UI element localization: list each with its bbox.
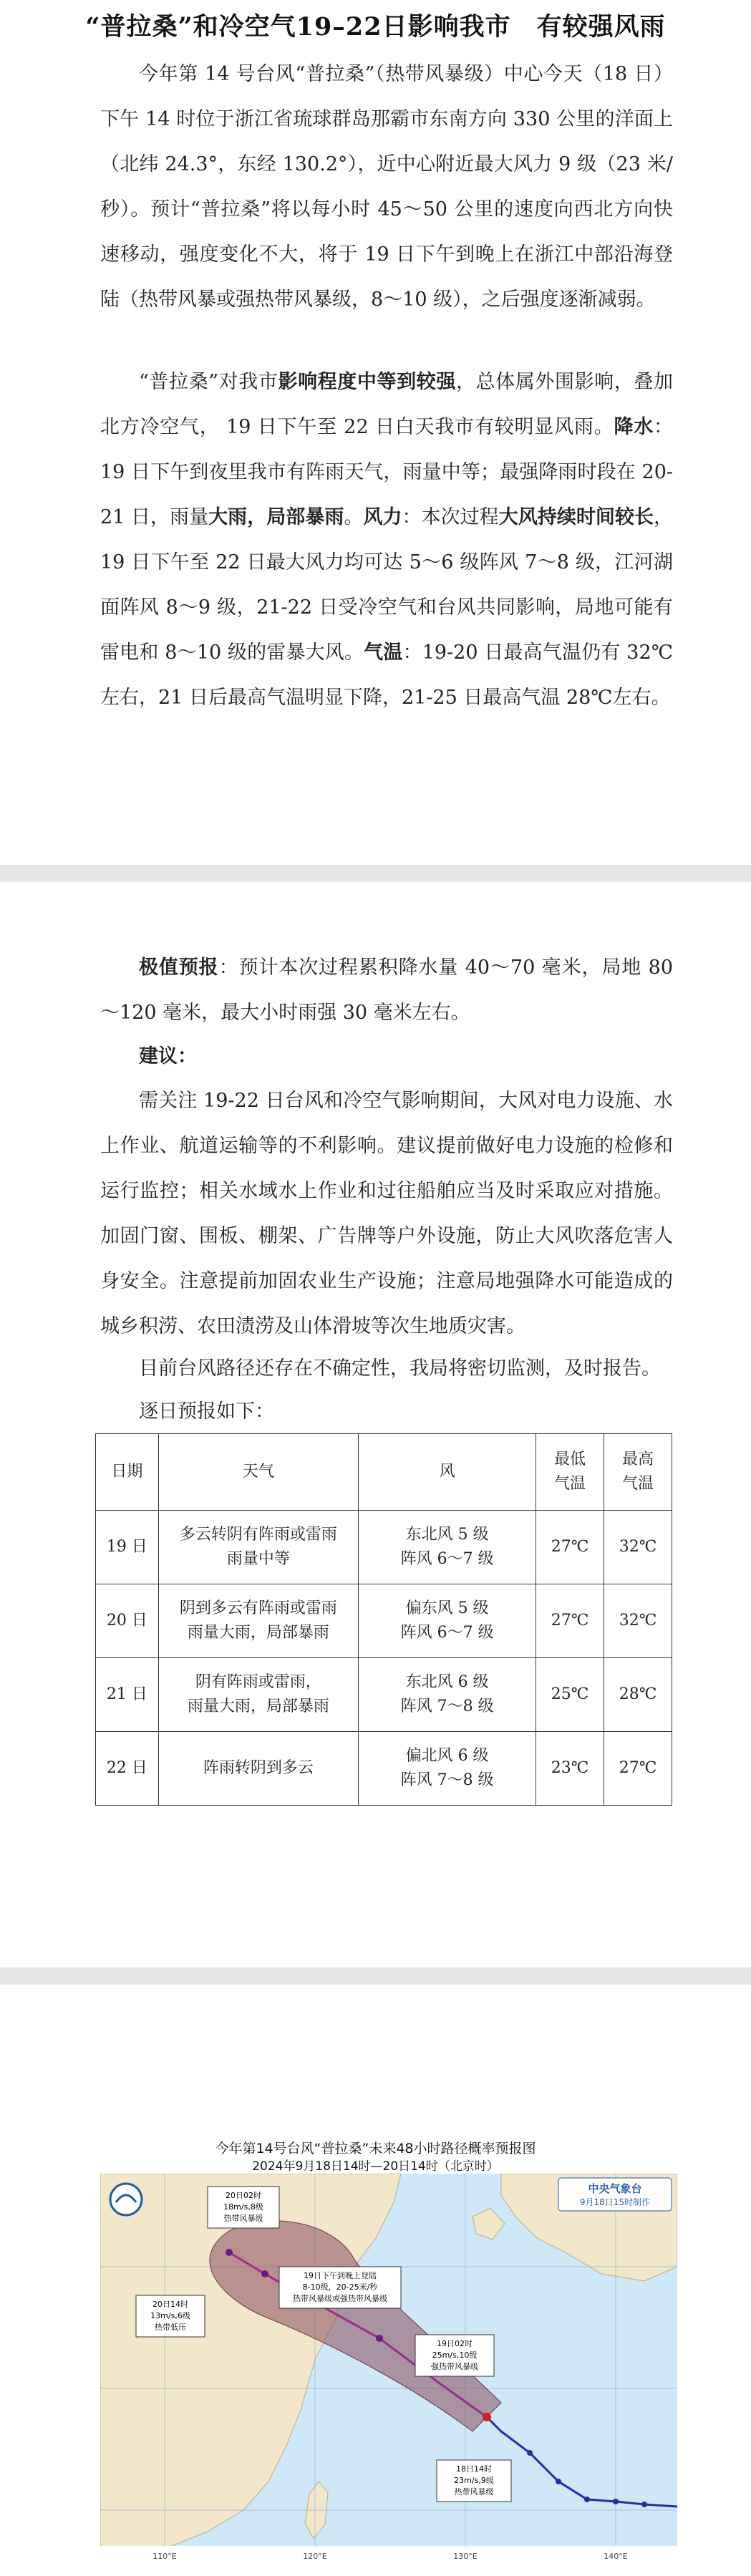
cell-low-temp: 27℃	[536, 1511, 604, 1584]
map-axis-strip	[100, 2546, 677, 2565]
callout-label: 18日14时	[456, 2464, 492, 2474]
page-separator	[0, 865, 751, 882]
lon-tick-label: 110°E	[152, 2552, 177, 2561]
table-row	[96, 1584, 672, 1658]
rain-heading: 降水	[614, 416, 654, 438]
advice-heading: 建议：	[139, 1045, 197, 1067]
track-point	[613, 2499, 619, 2504]
current-position-marker	[483, 2413, 491, 2421]
cell-low-temp: 23℃	[536, 1732, 604, 1806]
track-point	[261, 2270, 268, 2277]
daily-forecast-intro: 逐日预报如下：	[139, 1400, 274, 1423]
table-header-row	[96, 1434, 672, 1511]
wind-heading: 风力	[363, 506, 402, 528]
callout-18d14	[437, 2460, 511, 2502]
emphasis-text: 大风持续时间较长	[498, 506, 654, 528]
header-weather: 天气	[158, 1434, 358, 1511]
extreme-heading: 极值预报	[139, 957, 219, 979]
cell-low-temp: 27℃	[536, 1584, 604, 1658]
map-subtitle: 2024年9月18日14时—20日14时（北京时）	[252, 2159, 499, 2174]
issue-time: 9月18日15时制作	[579, 2197, 651, 2207]
callout-label: 热带风暴级或强热带风暴级	[293, 2294, 387, 2303]
cell-wind: 东北风 6 级 阵风 7～8 级	[359, 1658, 536, 1732]
cell-weather: 阴有阵雨或雷雨， 雨量大雨，局部暴雨	[158, 1658, 358, 1732]
text-run: “普拉桑”对我市	[139, 371, 278, 393]
document-title: “普拉桑”和冷空气19–22日影响我市 有较强风雨	[85, 12, 666, 42]
cell-wind: 偏北风 6 级 阵风 7～8 级	[359, 1732, 536, 1806]
cell-low-temp: 25℃	[536, 1658, 604, 1732]
lon-tick-label: 130°E	[453, 2552, 478, 2561]
callout-20d02	[208, 2187, 279, 2228]
cell-wind: 偏东风 5 级 阵风 6～7 级	[359, 1584, 536, 1658]
header-wind: 风	[359, 1434, 536, 1511]
emphasis-text: 影响程度中等到较强	[278, 371, 456, 393]
table-row	[96, 1732, 672, 1806]
callout-20d14	[136, 2295, 205, 2337]
callout-label: 热带风暴级	[223, 2214, 263, 2223]
closing-paragraph: 目前台风路径还存在不确定性，我局将密切监测，及时报告。	[139, 1357, 661, 1380]
callout-19d02	[415, 2335, 494, 2376]
cell-high-temp: 27℃	[604, 1732, 672, 1806]
cell-high-temp: 28℃	[604, 1658, 672, 1732]
callout-label: 20日14时	[152, 2300, 188, 2309]
track-point	[226, 2249, 233, 2256]
callout-label: 13m/s,6级	[150, 2311, 190, 2320]
callout-label: 19日下午到晚上登陆	[304, 2271, 377, 2280]
cell-date: 19 日	[96, 1511, 159, 1584]
cell-high-temp: 32℃	[604, 1511, 672, 1584]
callout-label: 25m/s,10级	[432, 2350, 478, 2360]
callout-label: 18m/s,8级	[223, 2202, 263, 2212]
text-run: ：19-20 日最高气温仍有 32℃左右，21 日后最高气温明显下降，21-25 日最高气温 28℃左右。	[100, 641, 674, 709]
header-high-temp: 最高 气温	[604, 1434, 672, 1511]
map-title: 今年第14号台风“普拉桑”未来48小时路径概率预报图	[215, 2141, 536, 2156]
temperature-heading: 气温	[364, 641, 403, 664]
text-run: ，总体属外围影响，叠加北方冷空气， 19 日下午至 22 日白天我市有较明显风雨。	[100, 371, 674, 438]
document-page-1	[0, 0, 751, 865]
callout-label: 热带风暴级	[454, 2487, 494, 2497]
text-run: ：19 日下午到夜里我市有阵雨天气，雨量中等；最强降雨时段在 20-21 日，雨量	[100, 416, 674, 528]
cma-logo	[110, 2184, 142, 2215]
lon-tick-label: 140°E	[604, 2552, 628, 2561]
track-point	[376, 2335, 383, 2342]
track-point	[527, 2450, 533, 2456]
cell-weather: 多云转阴有阵雨或雷雨 雨量中等	[158, 1511, 358, 1584]
text-run: ，19 日下午至 22 日最大风力均可达 5～6 级阵风 7～8 级，江河湖面阵风 8～9 级，21-22 日受冷空气和台风共同影响，局地可能有雷电和 8～10 级的雷暴大风。	[100, 506, 674, 664]
callout-label: 19日02时	[437, 2339, 473, 2348]
extreme-forecast-paragraph	[100, 945, 673, 1035]
cell-wind: 东北风 5 级 阵风 6～7 级	[359, 1511, 536, 1584]
lon-tick-label: 120°E	[303, 2552, 327, 2561]
agency-name: 中央气象台	[588, 2182, 642, 2195]
typhoon-status-paragraph: 今年第 14 号台风“普拉桑”（热带风暴级）中心今天（18 日）下午 14 时位于浙江省琉球群岛那霸市东南方向 330 公里的洋面上（北纬 24.3°，东经 130.2°），近中心附近最大风力 9 级（23 米/秒）。预计“普拉桑”将以每小时 45～50 公里的速度向西北方向快速移动，强度变化不大，将于 19 日下午到晚上在浙江中部沿海登陆（热带风暴或强热带风暴级，8～10 级），之后强度逐渐减弱。	[100, 63, 673, 311]
table-row	[96, 1511, 672, 1584]
callout-label: 20日02时	[226, 2191, 261, 2200]
emphasis-text: 大雨，局部暴雨	[208, 506, 344, 528]
impact-paragraph	[100, 359, 673, 720]
text-run: 。	[344, 506, 364, 528]
cell-high-temp: 32℃	[604, 1584, 672, 1658]
cell-date: 21 日	[96, 1658, 159, 1732]
callout-label: 热带低压	[155, 2323, 186, 2332]
cell-weather: 阴到多云有阵雨或雷雨 雨量大雨，局部暴雨	[158, 1584, 358, 1658]
header-date: 日期	[96, 1434, 159, 1511]
daily-forecast-table	[95, 1433, 672, 1806]
advice-paragraph: 需关注 19-22 日台风和冷空气影响期间，大风对电力设施、水上作业、航道运输等的不利影响。建议提前做好电力设施的检修和运行监控；相关水域水上作业和过往船舶应当及时采取应对措施。加固门窗、围板、棚架、广告牌等户外设施，防止大风吹落危害人身安全。注意提前加固农业生产设施；注意局地强降水可能造成的城乡积涝、农田渍涝及山体滑坡等次生地质灾害。	[100, 1090, 673, 1337]
callout-label: 8-10级，20-25米/秒	[302, 2282, 378, 2292]
track-point	[584, 2497, 590, 2502]
track-point	[556, 2479, 561, 2484]
table-row	[96, 1658, 672, 1732]
cell-weather: 阵雨转阴到多云	[158, 1732, 358, 1806]
callout-landfall	[279, 2267, 401, 2308]
cell-date: 22 日	[96, 1732, 159, 1806]
page-separator	[0, 1967, 751, 1985]
callout-label: 23m/s,9级	[454, 2476, 494, 2485]
typhoon-track-map	[100, 2174, 677, 2565]
header-low-temp: 最低 气温	[536, 1434, 604, 1511]
callout-label: 强热带风暴级	[431, 2362, 478, 2371]
track-point	[641, 2502, 647, 2507]
cell-date: 20 日	[96, 1584, 159, 1658]
text-run: ：预计本次过程累积降水量 40～70 毫米，局地 80～120 毫米，最大小时雨强 30 毫米左右。	[100, 957, 674, 1024]
text-run: ：本次过程	[402, 506, 499, 528]
agency-stamp	[558, 2178, 672, 2211]
